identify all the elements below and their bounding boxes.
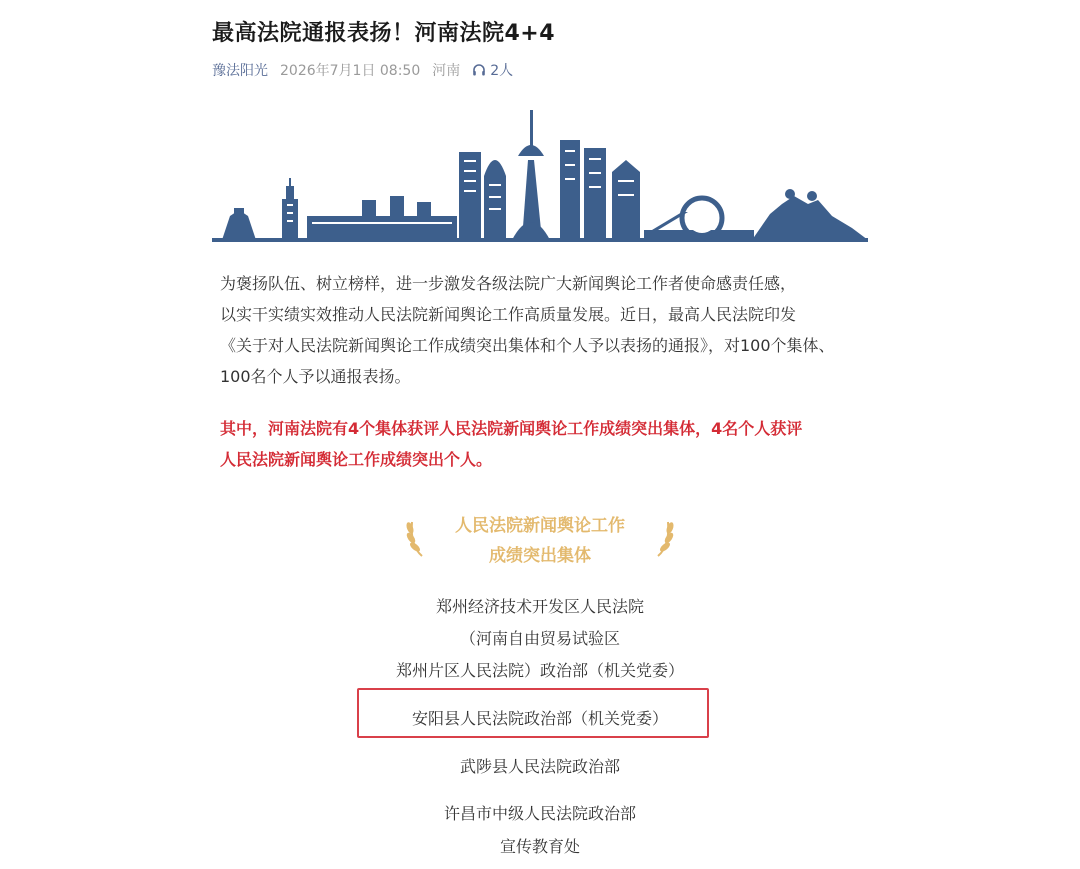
intro-line: 以实干实绩实效推动人民法院新闻舆论工作高质量发展。近日，最高人民法院印发 [220, 305, 797, 324]
unit-3: 武陟县人民法院政治部 [459, 757, 620, 776]
article-title: 最高法院通报表扬！河南法院4+4 [212, 21, 556, 46]
highlight-line: 其中，河南法院有4个集体获评人民法院新闻舆论工作成绩突出集体，4名个人获评 [220, 419, 803, 438]
listen-count: 2人 [490, 63, 514, 79]
intro-paragraph [220, 268, 870, 392]
publish-region: 河南 [432, 63, 461, 79]
unit-4-line1: 许昌市中级人民法院政治部 [443, 804, 636, 823]
intro-line: 《关于对人民法院新闻舆论工作成绩突出集体和个人予以表扬的通报》，对100个集体、 [220, 336, 835, 355]
laurel-right-icon [652, 516, 674, 558]
section-title-line1: 人民法院新闻舆论工作 [455, 516, 625, 536]
intro-line: 100名个人予以通报表扬。 [220, 367, 411, 386]
highlight-paragraph [220, 413, 870, 475]
author-link[interactable]: 豫法阳光 [212, 63, 268, 79]
unit-1-line3: 郑州片区人民法院）政治部（机关党委） [395, 661, 684, 680]
highlight-line: 人民法院新闻舆论工作成绩突出个人。 [220, 450, 493, 469]
intro-line: 为褒扬队伍、树立榜样，进一步激发各级法院广大新闻舆论工作者使命感责任感， [220, 274, 797, 293]
unit-1-line2: （河南自由贸易试验区 [459, 629, 620, 648]
unit-4-line2: 宣传教育处 [499, 837, 580, 856]
unit-1-line1: 郑州经济技术开发区人民法院 [435, 597, 644, 616]
headphones-icon [472, 63, 486, 77]
section-heading [400, 508, 680, 572]
section-title-line2: 成绩突出集体 [489, 546, 591, 566]
city-skyline-banner [212, 104, 868, 246]
article-meta [212, 60, 513, 80]
publish-date: 2026年7月1日 08:50 [280, 63, 421, 79]
listen-button[interactable] [472, 60, 513, 80]
unit-2: 安阳县人民法院政治部（机关党委） [411, 709, 668, 728]
